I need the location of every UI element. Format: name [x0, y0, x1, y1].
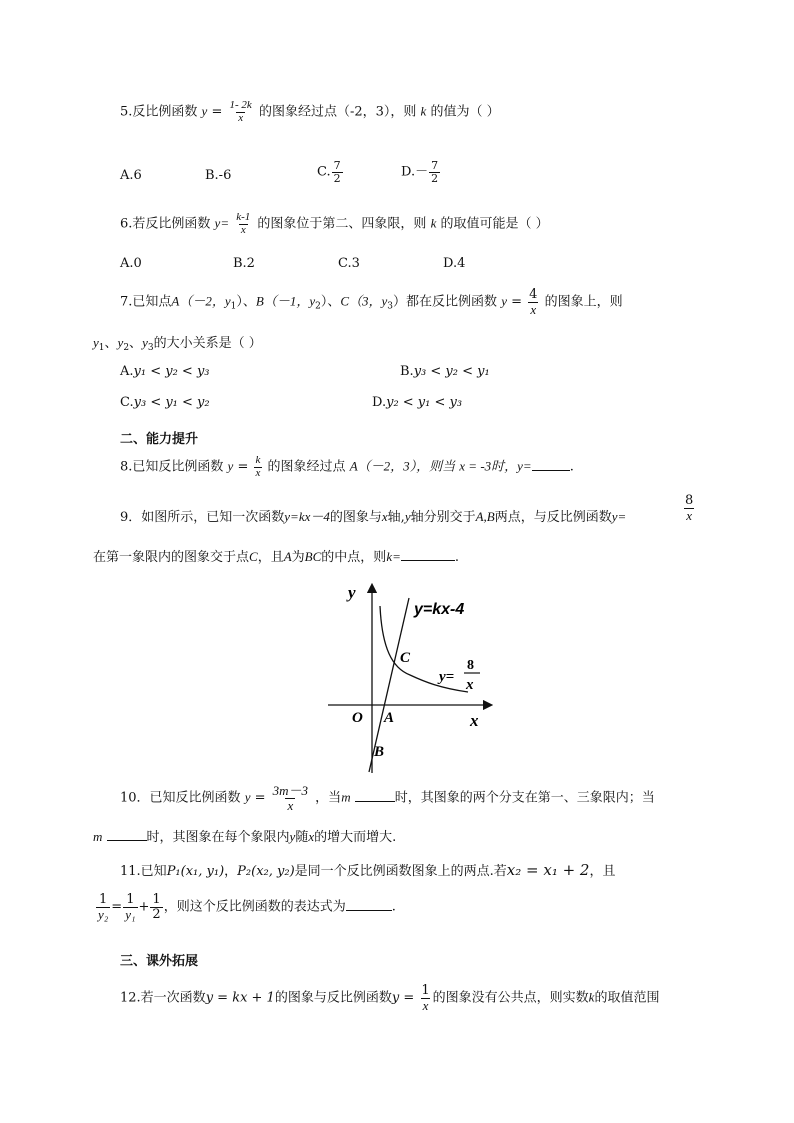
- q5-option-c[interactable]: [317, 160, 344, 184]
- question-8: 8.已知反比例函数 y = $\frac{k}{x}$ 的图象经过点 A（－2，3），则当 x = -3时，y= .: [120, 454, 574, 479]
- section-3-heading: 三、课外拓展: [120, 954, 199, 969]
- q6-option-c[interactable]: C.3: [338, 256, 360, 271]
- q7-option-c[interactable]: [120, 395, 210, 410]
- q8-text: 的图象经过点: [267, 459, 346, 475]
- q6-fraction: [234, 212, 252, 236]
- question-10-line-1: 10．已知反比例函数 y = $\frac{3m-3}{x}$ ，当m 时，其图象的两个分支在第一、三象限内；当: [120, 783, 655, 813]
- q9-text-1: 9．如图所示，已知一次函数: [120, 510, 285, 525]
- q12-text-2: 的图象没有公共点，则实数: [432, 990, 589, 1006]
- graph-figure: [320, 578, 500, 778]
- q9-func2-y: y=: [611, 509, 627, 524]
- curve-equation-y: y=: [439, 669, 455, 685]
- point-a-label: A: [384, 710, 395, 726]
- q6-prefix: 6.若反比例函数: [120, 216, 211, 232]
- q7-option-b[interactable]: [400, 364, 490, 379]
- q12-fraction: [419, 984, 431, 1012]
- point-b-label: B: [374, 744, 385, 760]
- q5-text: 的图象经过点（-2，3），则: [258, 104, 417, 120]
- q7-option-b-label: B.: [400, 364, 414, 379]
- q9-ab: A,B: [475, 509, 495, 524]
- q12-prefix: 12.若一次函数: [120, 990, 206, 1006]
- q6-num: k-1: [236, 211, 251, 223]
- q7-suffix: 的图象上，则: [544, 294, 623, 310]
- q9-text-1c: 轴,: [387, 510, 405, 525]
- q5-option-d-label: D.－: [401, 164, 429, 180]
- q7-option-a[interactable]: [120, 364, 210, 379]
- q5-fraction: [228, 100, 254, 124]
- q10-y: y: [244, 789, 251, 805]
- q8-end: .: [569, 459, 574, 475]
- q9-text-1d: 轴分别交于: [410, 510, 476, 525]
- question-9-line-1: [120, 506, 626, 525]
- q12-text-3: 的取值范围: [594, 990, 660, 1006]
- q7-option-a-label: A.: [120, 364, 134, 379]
- q5-option-c-den: 2: [333, 171, 341, 185]
- q9-func1: y=kx－4: [284, 509, 330, 524]
- q9-text-2c: 为: [291, 550, 305, 565]
- section-2-heading: 二、能力提升: [120, 432, 199, 447]
- q5-option-c-num: 7: [333, 159, 341, 172]
- q12-func1: y = kx + 1: [205, 990, 275, 1006]
- q12-text: 的图象与反比例函数: [274, 990, 392, 1006]
- q8-point: A（－2，3），则当: [349, 458, 456, 474]
- q11-text: 是同一个反比例函数图象上的两点.若: [294, 864, 507, 879]
- question-7: 7.已知点A（－2，$y_1$）、B（－1，$y_2$）、C（3，$y_3$）都在反比例函数 y = $\frac{4}{x}$ 的图象上，则: [120, 287, 623, 317]
- q9-k: k=: [386, 549, 401, 564]
- q10-fraction: [271, 784, 310, 812]
- q7-option-d-expr: y₂ < y₁ < y₃: [386, 395, 463, 410]
- q10-den: x: [287, 797, 294, 813]
- q7-option-b-expr: y₃ < y₂ < y₁: [413, 364, 490, 379]
- q11-sep: ，: [224, 864, 238, 879]
- q8-ans: y=: [517, 458, 532, 474]
- q10-text: ，当: [315, 790, 342, 806]
- q11-p1: P₁(x₁, y₁): [166, 864, 225, 879]
- question-12: [120, 984, 659, 1012]
- q10-m: m: [341, 789, 351, 805]
- q5-option-c-label: C.: [317, 164, 331, 180]
- q10-y2: y: [289, 829, 296, 844]
- q9-text-1b: 的图象与: [329, 510, 382, 525]
- q5-num: 1- 2k: [229, 99, 252, 111]
- hyperbola-curve: [380, 606, 468, 692]
- q11-p2: P₂(x₂, y₂): [237, 864, 295, 879]
- q9-text-2d: 的中点，则: [321, 550, 387, 565]
- q7-den: x: [530, 301, 537, 317]
- q7-option-c-expr: y₃ < y₁ < y₂: [133, 395, 210, 410]
- q10-x2: x: [308, 829, 315, 844]
- q5-option-c-frac: [332, 160, 343, 184]
- q11-line2-text: ，则这个反比例函数的表达式为: [163, 899, 346, 915]
- q6-option-a[interactable]: A.0: [120, 256, 142, 271]
- q7-option-c-label: C.: [120, 395, 134, 410]
- question-9-line-2: [93, 546, 459, 565]
- q5-option-a[interactable]: [120, 168, 142, 183]
- curve-den: x: [466, 677, 474, 693]
- x-axis-label: x: [470, 711, 479, 730]
- q7-mid: 都在反比例函数: [406, 294, 498, 310]
- q8-prefix: 8.已知反比例函数: [120, 459, 224, 475]
- q10-num: 3m－3: [272, 783, 309, 798]
- q7-num: 4: [529, 287, 538, 302]
- q7-line2: $y_1$、$y_2$、$y_3$的大小关系是（ ）: [93, 335, 262, 353]
- q5-y: y: [201, 103, 208, 119]
- q9-answer-blank[interactable]: [401, 548, 455, 561]
- q5-option-d-den: 2: [431, 171, 439, 185]
- q11-end: .: [391, 899, 396, 915]
- q9-c: C: [249, 549, 258, 564]
- point-c-label: C: [400, 650, 411, 666]
- q10-line2-text: 时，其图象在每个象限内: [146, 830, 290, 845]
- q7-fraction: [527, 288, 539, 316]
- q12-den: x: [422, 997, 429, 1013]
- q10-blank-1[interactable]: [355, 789, 395, 802]
- q10-text-2: 时，其图象的两个分支在第一、三象限内；当: [394, 790, 655, 806]
- q5-k: k: [420, 103, 427, 119]
- q11-lhs-num: 1: [99, 892, 108, 907]
- q10-line2c: 的增大而增大.: [314, 830, 397, 845]
- q10-prefix: 10．已知反比例函数: [120, 790, 241, 806]
- q11-text-2: ，且: [589, 864, 616, 879]
- q7-line2-text: 的大小关系是（ ）: [153, 336, 262, 351]
- q5-prefix: 5.反比例函数: [120, 104, 198, 120]
- q8-fraction: [254, 455, 263, 479]
- q8-answer-blank[interactable]: [532, 458, 570, 471]
- q8-cond: x = -3时，: [459, 458, 518, 474]
- q6-den: x: [240, 223, 246, 236]
- q10-line2b: 随: [295, 830, 309, 845]
- q5-option-b[interactable]: [205, 168, 231, 183]
- q6-y: y=: [214, 215, 230, 231]
- q9-bc: BC: [304, 549, 322, 564]
- q9-num: 8: [685, 493, 694, 508]
- q6-option-b[interactable]: B.2: [233, 256, 255, 271]
- q11-mid-den: y₁: [125, 906, 136, 922]
- q9-xaxis: x: [381, 509, 388, 524]
- q9-text-2a: 在第一象限内的图象交于点: [93, 550, 250, 565]
- q11-mid-num: 1: [126, 892, 135, 907]
- q7-prefix: 7.已知点: [120, 294, 172, 310]
- q5-suffix: 的值为（ ）: [430, 104, 500, 120]
- q5-eq: =: [211, 104, 223, 120]
- q9-text-2b: ，且: [257, 550, 284, 565]
- q11-cond: x₂ = x₁ + 2: [506, 861, 590, 879]
- q5-den: x: [238, 111, 244, 124]
- question-11-line-2: $\frac{1}{\text{y₂}}$ = $\frac{1}{\text{y₁}}$ + $\frac{1}{2}$ ，则这个反比例函数的表达式为 .: [98, 892, 396, 922]
- curve-num: 8: [467, 658, 474, 673]
- q7-func-y: y: [501, 293, 507, 309]
- q11-rhs-num: 1: [152, 892, 161, 907]
- q7-point-a: A（－2，y: [171, 293, 231, 309]
- q9-den: x: [686, 507, 693, 523]
- line-equation-label: y=kx-4: [414, 601, 465, 618]
- origin-label: O: [352, 710, 363, 726]
- q7-point-b: B（－1，y: [255, 293, 316, 309]
- q12-num: 1: [421, 983, 430, 998]
- question-10-line-2: [93, 826, 396, 845]
- q5-option-d-frac: [429, 160, 440, 184]
- q7-option-d[interactable]: [372, 395, 462, 410]
- q9-text-1e: 两点，与反比例函数: [494, 510, 612, 525]
- q8-den: x: [255, 466, 261, 479]
- q12-k: k: [588, 989, 595, 1005]
- q6-text: 的图象位于第二、四象限，则: [257, 216, 427, 232]
- q5-option-d[interactable]: [401, 160, 441, 184]
- q9-a: A: [283, 549, 292, 564]
- q11-frac-rhs: [150, 893, 162, 921]
- q8-y: y: [227, 458, 234, 474]
- question-11-line-1: [120, 860, 616, 879]
- q6-k: k: [430, 215, 437, 231]
- q7-option-d-label: D.: [372, 395, 387, 410]
- q10-line2-m: m: [93, 829, 103, 844]
- q9-fraction: [682, 494, 696, 522]
- q11-frac-lhs: [96, 893, 110, 921]
- q7-option-a-expr: y₁ < y₂ < y₃: [133, 364, 210, 379]
- q6-option-d[interactable]: D.4: [443, 256, 466, 271]
- q12-func2: y =: [391, 990, 415, 1006]
- question-6: [120, 212, 549, 236]
- q11-rhs-den: 2: [152, 906, 161, 922]
- q8-num: k: [255, 454, 261, 466]
- q5-option-a-label: A.6: [120, 168, 142, 183]
- q11-answer-blank[interactable]: [346, 898, 392, 911]
- q9-end: .: [454, 550, 459, 565]
- q7-point-c: C（3，y: [340, 293, 388, 309]
- q11-frac-mid: [123, 893, 137, 921]
- q5-option-b-label: B.-6: [205, 168, 232, 183]
- q9-yaxis: y: [404, 509, 411, 524]
- y-axis-label: y: [348, 583, 356, 602]
- q11-prefix: 11.已知: [120, 864, 167, 879]
- q5-option-d-num: 7: [431, 159, 439, 172]
- q6-suffix: 的取值可能是（ ）: [440, 216, 549, 232]
- question-5: [120, 100, 500, 124]
- q10-blank-2[interactable]: [107, 828, 147, 841]
- q11-lhs-den: y₂: [98, 906, 109, 922]
